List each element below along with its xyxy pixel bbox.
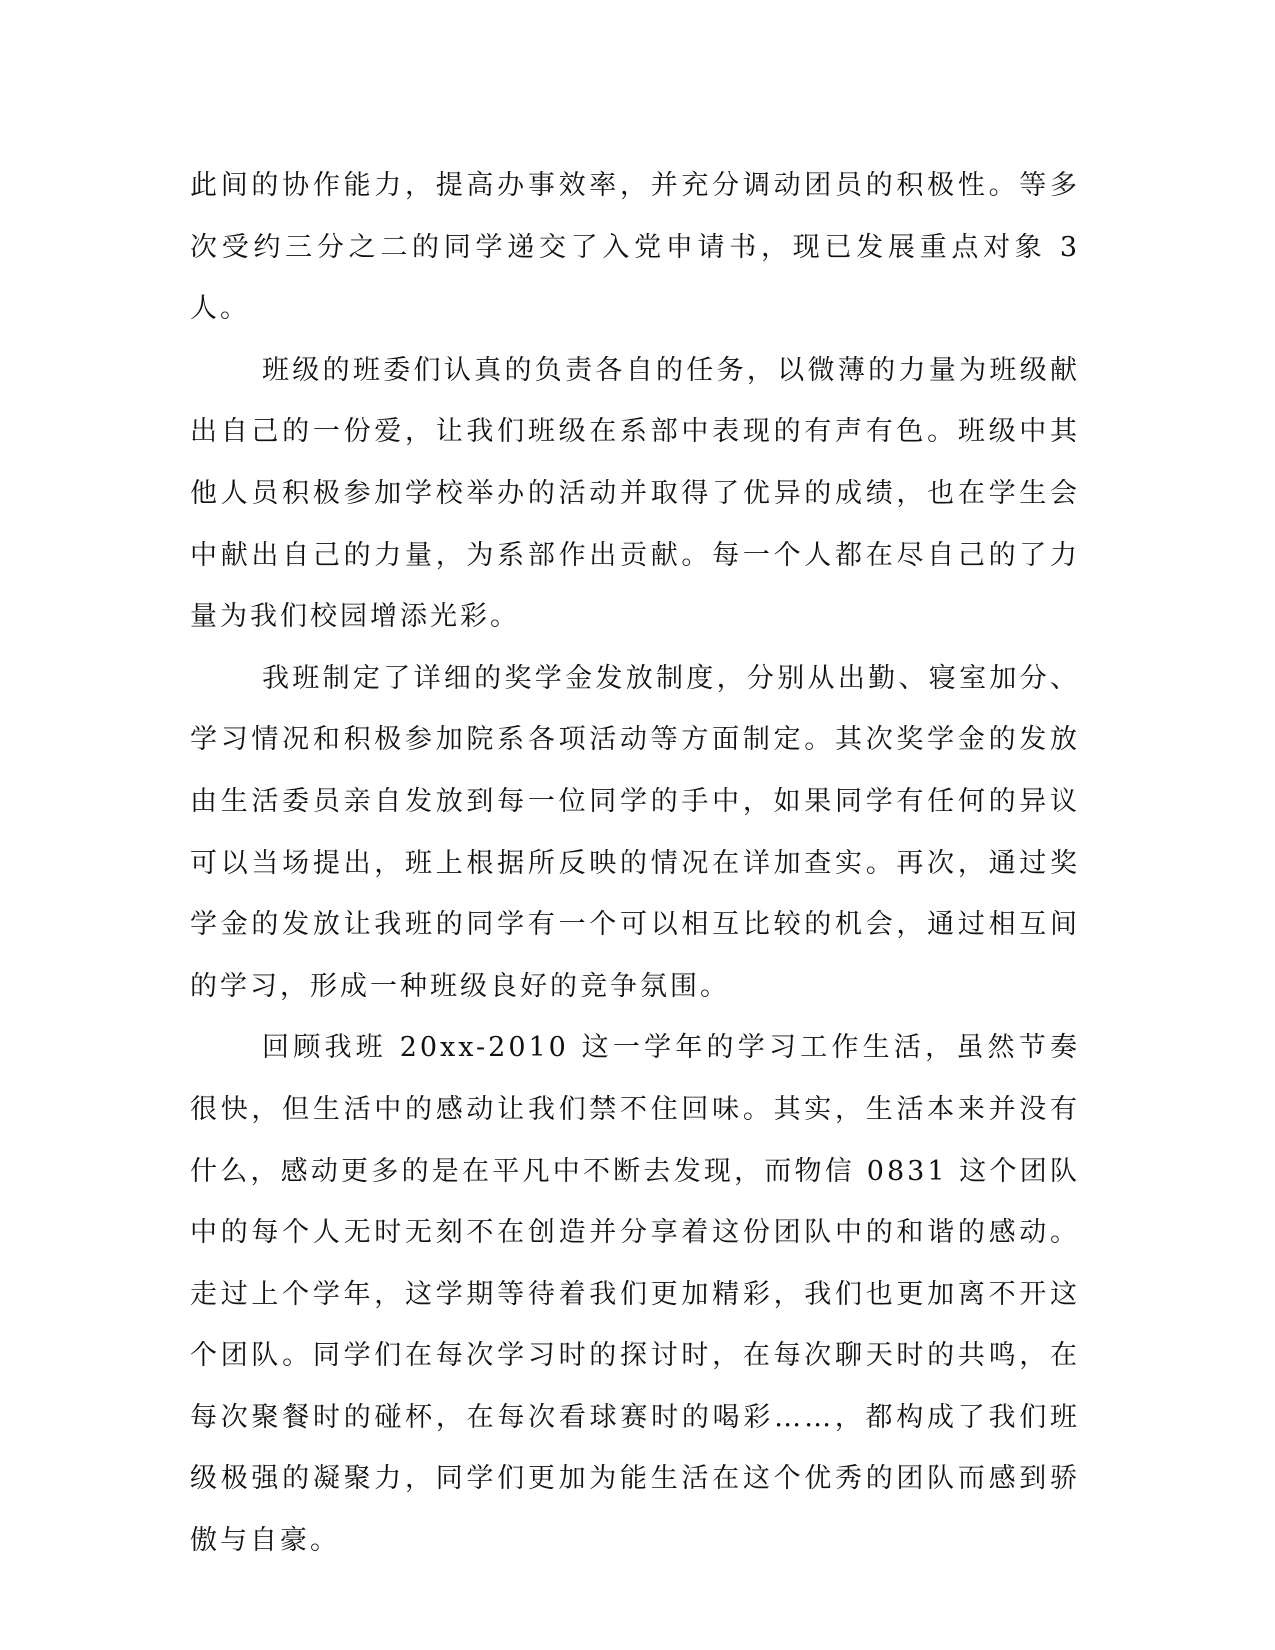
- paragraph-4: 回顾我班 20xx-2010 这一学年的学习工作生活，虽然节奏很快，但生活中的感动让我们禁不住回味。其实，生活本来并没有什么，感动更多的是在平凡中不断去发现，而物信 0831 这个团队中的每个人无时无刻不在创造并分享着这份团队中的和谐的感动。走过上个学年，这学期等待着我们更加精彩，我们也更加离不开这个团队。同学们在每次学习时的探讨时，在每次聊天时的共鸣，在每次聚餐时的碰杯，在每次看球赛时的喝彩……，都构成了我们班级极强的凝聚力，同学们更加为能生活在这个优秀的团队而感到骄傲与自豪。: [190, 1032, 1080, 1557]
- paragraph-1: 此间的协作能力，提高办事效率，并充分调动团员的积极性。等多次受约三分之二的同学递交了入党申请书，现已发展重点对象 3 人。: [190, 170, 1080, 325]
- document-body: [190, 155, 1080, 1572]
- paragraph-2: 班级的班委们认真的负责各自的任务，以微薄的力量为班级献出自己的一份爱，让我们班级在系部中表现的有声有色。班级中其他人员积极参加学校举办的活动并取得了优异的成绩，也在学生会中献出自己的力量，为系部作出贡献。每一个人都在尽自己的了力量为我们校园增添光彩。: [190, 354, 1080, 633]
- paragraph-3: 我班制定了详细的奖学金发放制度，分别从出勤、寝室加分、学习情况和积极参加院系各项活动等方面制定。其次奖学金的发放由生活委员亲自发放到每一位同学的手中，如果同学有任何的异议可以当场提出，班上根据所反映的情况在详加查实。再次，通过奖学金的发放让我班的同学有一个可以相互比较的机会，通过相互间的学习，形成一种班级良好的竞争氛围。: [190, 662, 1080, 1002]
